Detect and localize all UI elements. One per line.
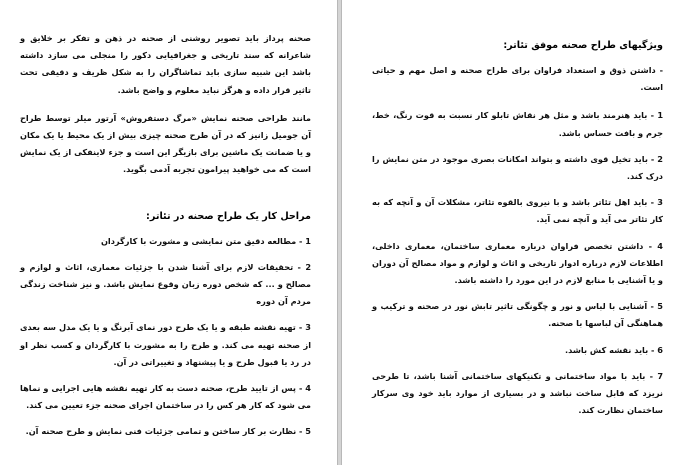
- list-item-number: 1 -: [299, 235, 311, 246]
- list-item-number: 2 -: [650, 153, 663, 164]
- features-intro: - داشتن ذوق و استعداد فراوان برای طراح صحنه و اصل مهم و حیاتی است.: [372, 65, 663, 93]
- list-item-number: 5 -: [650, 301, 663, 312]
- list-item: [372, 342, 663, 359]
- right-page: [341, 0, 681, 465]
- list-item-text: باید اهل تئاتر باشد و با نیروی بالقوه تئاتر، مشکلات آن و آنچه که به کار تئاتر می آید و آنچه نمی آید.: [372, 197, 663, 225]
- list-item-text: پس از تایید طرح، صحنه دست به کار تهیه نقشه هایی اجرایی و نماها می شود که کار هر کس را در ساختمان اجرای صحنه جزء تعیین می کند.: [20, 383, 311, 411]
- list-item: [20, 233, 311, 250]
- list-item-number: 6 -: [651, 344, 663, 355]
- features-heading: ویژگیهای طراح صحنه موفق تئاتر:: [503, 40, 663, 51]
- list-item: [372, 298, 663, 332]
- right-page-content: [372, 38, 663, 428]
- list-item-number: 4 -: [648, 240, 663, 251]
- list-item-text: باید نقشه کش باشد.: [565, 344, 649, 355]
- left-page: [0, 0, 338, 465]
- list-item-text: تحقیقات لازم برای آشنا شدن با جزئیات معماری، اثاث و لوازم و مصالح و ... که شخص دوره زبان وقوع نمایش باشد. و نیز شناخت زندگی مردم آن دوره: [20, 261, 311, 307]
- list-item-text: نظارت بر کار ساختن و تمامی جزئیات فنی نمایش و طرح صحنه آن.: [25, 426, 297, 437]
- list-item-number: 1 -: [650, 110, 664, 121]
- list-item: [372, 151, 663, 185]
- list-item: [20, 423, 311, 440]
- list-item-number: 2 -: [297, 261, 312, 272]
- list-item-number: 3 -: [298, 322, 311, 333]
- list-item: [20, 380, 311, 414]
- list-item-text: باید تخیل قوی داشته و بتواند امکانات بصری موجود در متن نمایش را درک کند.: [372, 153, 663, 182]
- stages-heading: مراحل کار یک طراح صحنه در تئاتر:: [146, 210, 311, 222]
- list-item-number: 4 -: [298, 383, 311, 394]
- list-item-text: مطالعه دقیق متن نمایشی و مشورت با کارگردان: [100, 235, 297, 246]
- list-item: [372, 238, 663, 290]
- list-item: [372, 194, 663, 228]
- list-item-text: داشتن تخصص فراوان درباره معماری ساختمان، معماری داخلی، اطلاعات لازم درباره ادوار تاریخی و اثاث و لوازم و مواد مصالح آن دوران و یا آشنایی با منابع لازم در این مورد را داشته باشد.: [372, 240, 663, 286]
- intro-paragraph-1: صحنه پرداز باید تصویر روشنی از صحنه در ذهن و تفکر بر خلایق و شاعرانه که سند تاریخی و جغرافیایی دکور را منجلی می سازد داشته باشد این شبیه سازی باید تماشاگران را به شکل ظریف و دقیقی تحت تاثیر قرار داده و هرگز نباید معلوم و واضح باشد.: [20, 33, 311, 95]
- list-item-text: باید هنرمند باشد و مثل هر نقاش تابلو کار نسبت به قوت رنگ، خط، جرم و بافت حساس باشد.: [372, 110, 663, 138]
- list-item-number: 7 -: [649, 370, 664, 381]
- list-item: [372, 107, 663, 141]
- intro-paragraph-2: مانند طراحی صحنه نمایش «مرگ دستفروش» آرتور میلر توسط طراح آن جومیل زانیز که در آن طرح صحنه چیزی بیش از یک محیط یا یک مکان و یا ضمانت یک ماشین برای بازیگر این است و جزء لاینفکی از یک نمایش است که می خواهید پیرامون تجربه آدمی بگوید.: [20, 112, 311, 175]
- list-item-text: تهیه نقشه طبقه و یا یک طرح دور نمای آبرنگ و یا یک مدل سه بعدی از صحنه تهیه می کند. و طرح را به مشورت با کارگردان و کسب نظر او در رد یا قبول طرح و یا پیشنهاد و تغییراتی در آن.: [20, 322, 311, 367]
- left-page-content: [20, 30, 311, 450]
- list-item: [20, 319, 311, 371]
- list-item: [20, 259, 311, 311]
- list-item-number: 3 -: [650, 197, 663, 208]
- list-item-text: باید با مواد ساختمانی و تکنیکهای ساختمانی آشنا باشد، تا طرحی نریزد که قابل ساخت نباشد و در بسیاری از موارد باید خود وی سرکار ساختمان نظارت کند.: [372, 370, 663, 416]
- list-item-text: آشنایی با لباس و نور و چگونگی تاثیر تابش نور در صحنه و ترکیب و هماهنگی آن لباسها با صحنه.: [372, 301, 663, 329]
- list-item: [372, 368, 663, 420]
- list-item-number: 5 -: [299, 426, 311, 437]
